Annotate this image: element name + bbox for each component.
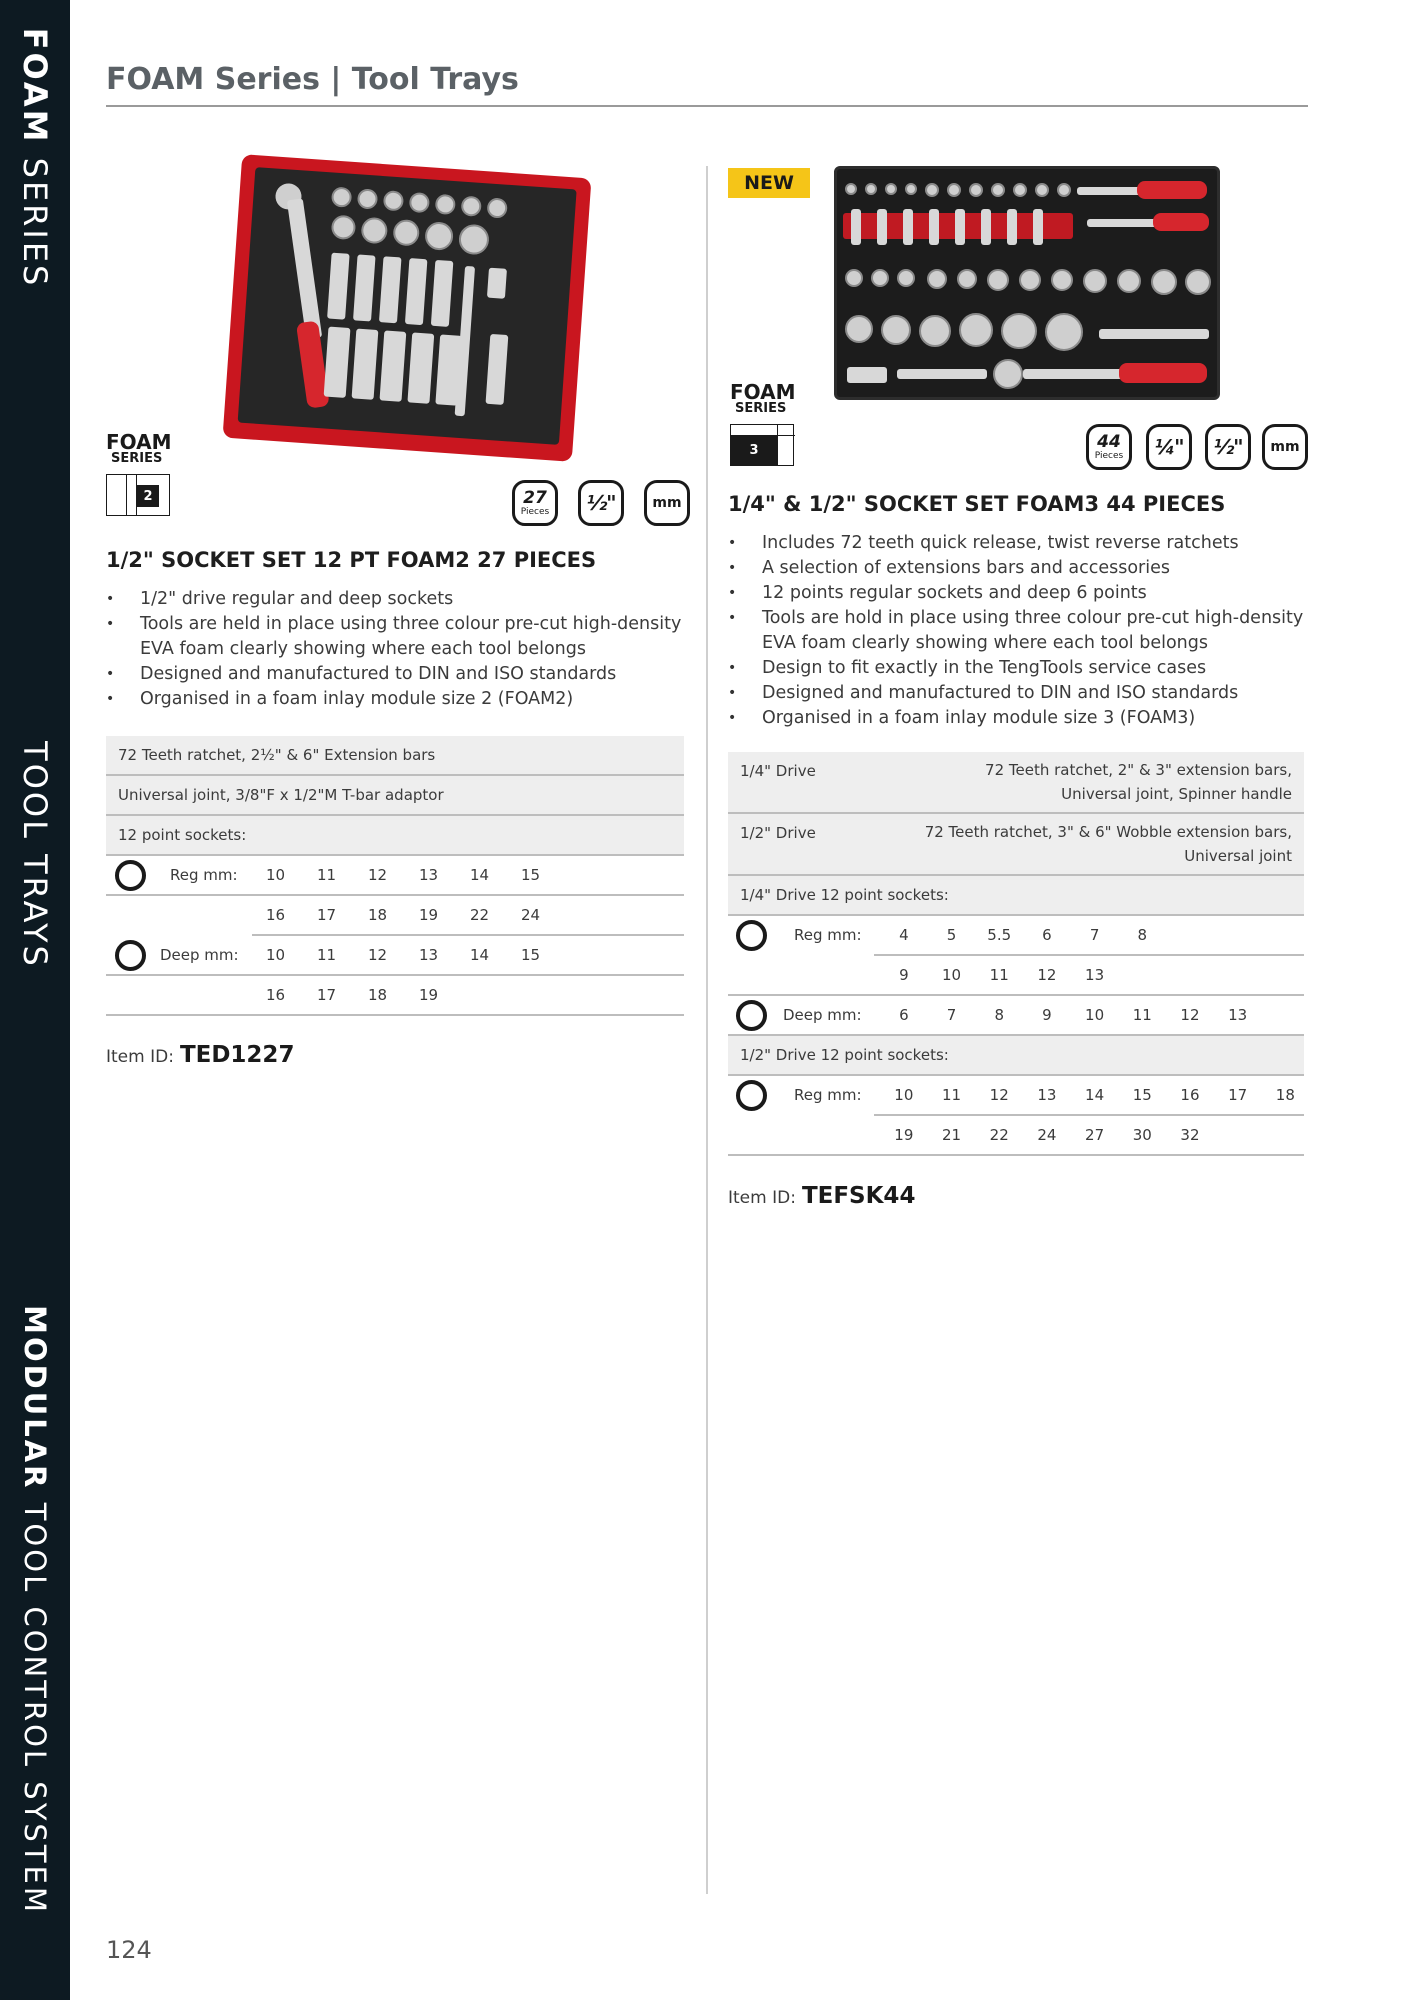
page-number: 124 <box>106 1936 152 1964</box>
feature-item: • Organised in a foam inlay module size 2 (FOAM2) <box>106 687 686 712</box>
drive-size-icon: ½" <box>578 480 624 526</box>
drive-size-quarter-icon: ¼" <box>1146 424 1192 470</box>
pieces-count-icon: 27 Pieces <box>512 480 558 526</box>
feature-item: • Organised in a foam inlay module size 3 (FOAM3) <box>728 706 1308 731</box>
product-title-ted1227: 1/2" SOCKET SET 12 PT FOAM2 27 PIECES <box>106 548 597 572</box>
table-row: Reg mm: 4 5 5.5 6 7 8 <box>728 916 1304 956</box>
table-row: 1/2" Drive 72 Teeth ratchet, 3" & 6" Wobble extension bars, Universal joint <box>728 814 1304 876</box>
product-image-tefsk44 <box>834 166 1220 400</box>
side-nav-band <box>0 0 70 2000</box>
contents-table-tefsk44 <box>728 752 1304 1156</box>
table-row: 16 17 18 19 22 24 <box>252 896 684 936</box>
page-title: FOAM Series | Tool Trays <box>106 62 519 97</box>
contents-table-ted1227 <box>106 736 684 1016</box>
item-id-tefsk44: Item ID: TEFSK44 <box>728 1183 916 1209</box>
table-row: Reg mm: 10 11 12 13 14 15 <box>106 856 684 896</box>
column-divider <box>706 166 708 1894</box>
socket-6pt-icon <box>736 1000 767 1031</box>
item-id-ted1227: Item ID: TED1227 <box>106 1042 295 1068</box>
table-row: 1/4" Drive 72 Teeth ratchet, 2" & 3" extension bars, Universal joint, Spinner handle <box>728 752 1304 814</box>
side-label-tool-trays: TOOL TRAYS <box>16 741 54 969</box>
side-label-foam-series: FOAM SERIES <box>16 27 54 289</box>
feature-item: • Includes 72 teeth quick release, twist reverse ratchets <box>728 531 1308 556</box>
side-label-modular: MODULAR TOOL CONTROL SYSTEM <box>18 1305 52 1915</box>
module-size-number: 2 <box>137 485 159 507</box>
table-row: 72 Teeth ratchet, 2½" & 6" Extension bars <box>106 736 684 776</box>
product-image-ted1227 <box>223 154 592 462</box>
module-size-number: 3 <box>731 435 777 465</box>
foam-series-logo: FOAM SERIES 3 <box>730 382 796 466</box>
socket-12pt-icon <box>736 1080 767 1111</box>
module-size-indicator <box>730 424 794 466</box>
feature-item: • Designed and manufactured to DIN and ISO standards <box>106 662 686 687</box>
feature-item: • 12 points regular sockets and deep 6 points <box>728 581 1308 606</box>
metric-mm-icon: mm <box>644 480 690 526</box>
table-row: 1/4" Drive 12 point sockets: <box>728 876 1304 916</box>
table-row: Deep mm: 6 7 8 9 10 11 12 13 <box>728 996 1304 1036</box>
product-title-tefsk44: 1/4" & 1/2" SOCKET SET FOAM3 44 PIECES <box>728 492 1226 516</box>
feature-item: • Design to fit exactly in the TengTools service cases <box>728 656 1308 681</box>
feature-list-ted1227 <box>106 587 686 712</box>
foam-series-logo: FOAM SERIES 2 <box>106 432 172 516</box>
socket-12pt-icon <box>115 860 146 891</box>
table-row: Deep mm: 10 11 12 13 14 15 <box>106 936 684 976</box>
pieces-count-icon: 44 Pieces <box>1086 424 1132 470</box>
feature-item: • Designed and manufactured to DIN and ISO standards <box>728 681 1308 706</box>
table-row: Reg mm: 10 11 12 13 14 15 16 17 18 <box>728 1076 1304 1116</box>
feature-item: • Tools are hold in place using three colour pre-cut high-density EVA foam clearly showing where each tool belongs <box>728 606 1308 656</box>
metric-mm-icon: mm <box>1262 424 1308 470</box>
module-size-indicator <box>106 474 170 516</box>
table-row: 19 21 22 24 27 30 32 <box>728 1116 1304 1156</box>
socket-12pt-icon <box>736 920 767 951</box>
drive-size-half-icon: ½" <box>1205 424 1251 470</box>
table-row: Universal joint, 3/8"F x 1/2"M T-bar adaptor <box>106 776 684 816</box>
table-row: 16 17 18 19 <box>106 976 684 1016</box>
table-row: 1/2" Drive 12 point sockets: <box>728 1036 1304 1076</box>
feature-list-tefsk44 <box>728 531 1308 731</box>
feature-item: • 1/2" drive regular and deep sockets <box>106 587 686 612</box>
feature-item: • A selection of extensions bars and accessories <box>728 556 1308 581</box>
table-row: 12 point sockets: <box>106 816 684 856</box>
new-badge: NEW <box>728 168 810 198</box>
feature-item: • Tools are held in place using three colour pre-cut high-density EVA foam clearly showing where each tool belongs <box>106 612 686 662</box>
title-divider <box>106 105 1308 107</box>
table-row: 9 10 11 12 13 <box>728 956 1304 996</box>
socket-6pt-icon <box>115 940 146 971</box>
